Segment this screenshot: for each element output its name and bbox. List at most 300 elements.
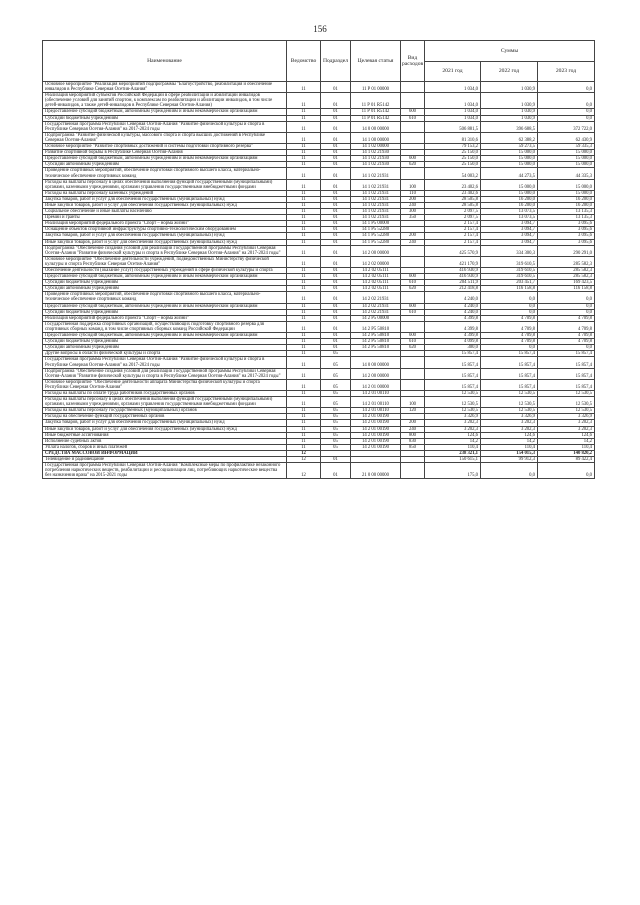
row-subsection: 05	[321, 368, 351, 379]
row-value-2022: 124,6	[481, 432, 538, 438]
header-year-2022: 2022 год	[481, 61, 538, 82]
row-value-2023: 3 095,6	[538, 233, 595, 239]
row-target: 14 2 02 05111	[351, 268, 401, 274]
row-value-2021: 28 505,8	[425, 196, 481, 202]
row-value-2022: 0,0	[481, 345, 538, 351]
row-ministry: 11	[287, 309, 321, 315]
row-value-2021: 4 240,0	[425, 303, 481, 309]
row-subsection: 01	[321, 132, 351, 143]
row-target: 14 2 01 00190	[351, 426, 401, 432]
row-value-2023: 3 095,6	[538, 239, 595, 245]
row-ministry: 11	[287, 93, 321, 109]
row-subsection: 01	[321, 321, 351, 332]
row-value-2021: 2 097,5	[425, 209, 481, 215]
row-value-2023: 44 335,3	[538, 168, 595, 179]
table-row	[43, 121, 595, 132]
row-expense-type: 200	[401, 196, 425, 202]
row-subsection: 05	[321, 357, 351, 368]
row-value-2022: 3 094,7	[481, 227, 538, 233]
row-expense-type: 110	[401, 190, 425, 196]
row-value-2021: 1 034,0	[425, 109, 481, 115]
row-subsection: 01	[321, 144, 351, 150]
row-target: 14 1 Р5 52280	[351, 239, 401, 245]
row-name: Обеспечение деятельности (оказание услуг) государственных учреждений в сфере физической культуры и спорта	[43, 268, 287, 274]
row-value-2021: 2 157,4	[425, 239, 481, 245]
row-target: 21 0 00 00000	[351, 463, 401, 479]
row-value-2022: 4 709,8	[481, 333, 538, 339]
row-name: Оснащение объектов спортивной инфраструктуры спортивно-технологическим оборудованием	[43, 227, 287, 233]
row-name: Закупка товаров, работ и услуг для обеспечения государственных (муниципальных) нужд	[43, 196, 287, 202]
row-target: 14 2 02 05111	[351, 274, 401, 280]
row-target: 14 2 01 00110	[351, 390, 401, 396]
row-target: 14 2 01 00190	[351, 420, 401, 426]
table-row	[43, 368, 595, 379]
row-name: Предоставление субсидий бюджетным, автономным учреждениям и иным некоммерческим организациям	[43, 303, 287, 309]
row-value-2021: 4 399,8	[425, 315, 481, 321]
row-value-2022: 110,4	[481, 444, 538, 450]
row-expense-type	[401, 82, 425, 93]
row-expense-type	[401, 292, 425, 303]
row-target: 14 2 Р5 50810	[351, 321, 401, 332]
row-value-2021: 4 399,8	[425, 333, 481, 339]
row-value-2023: 0,0	[538, 93, 595, 109]
row-value-2023: 3 095,6	[538, 227, 595, 233]
row-ministry: 11	[287, 221, 321, 227]
table-row	[43, 321, 595, 332]
row-expense-type: 200	[401, 233, 425, 239]
row-target: 14 1 02 21930	[351, 162, 401, 168]
row-value-2023: 3 095,6	[538, 221, 595, 227]
row-value-2022: 116 158,8	[481, 286, 538, 292]
row-expense-type: 600	[401, 109, 425, 115]
row-expense-type	[401, 121, 425, 132]
row-name: Развитие спортивной борьбы в Республике Северная Осетия-Алания	[43, 150, 287, 156]
row-value-2021: 23 402,6	[425, 179, 481, 190]
table-row	[43, 256, 595, 267]
row-value-2022: 15 000,0	[481, 190, 538, 196]
row-name: Исполнение судебных актов	[43, 438, 287, 444]
row-subsection: 05	[321, 420, 351, 426]
row-expense-type: 240	[401, 426, 425, 432]
row-value-2023: 0,0	[538, 345, 595, 351]
row-name: Субсидии бюджетным учреждениям	[43, 309, 287, 315]
row-expense-type: 610	[401, 309, 425, 315]
row-value-2021: 1 034,0	[425, 93, 481, 109]
row-ministry: 12	[287, 457, 321, 463]
row-target: 11 Р 01 R5142	[351, 115, 401, 121]
row-name: Предоставление субсидий бюджетным, автономным учреждениям и иным некоммерческим организациям	[43, 109, 287, 115]
row-name: Субсидии бюджетным учреждениям	[43, 339, 287, 345]
row-value-2023: 89 422,4	[538, 457, 595, 463]
row-value-2021: 15 857,4	[425, 351, 481, 357]
row-subsection: 01	[321, 121, 351, 132]
row-value-2021: 15 857,4	[425, 379, 481, 390]
row-target: 14 2 02 21931	[351, 292, 401, 303]
row-value-2023: 0,0	[538, 115, 595, 121]
header-year-2023: 2023 год	[538, 61, 595, 82]
row-value-2023: 0,0	[538, 309, 595, 315]
row-value-2022: 15 000,0	[481, 179, 538, 190]
row-value-2021: 4 240,0	[425, 309, 481, 315]
row-target: 14 2 01 00190	[351, 438, 401, 444]
row-value-2022: 15 000,0	[481, 156, 538, 162]
row-subsection: 05	[321, 351, 351, 357]
row-expense-type: 800	[401, 432, 425, 438]
row-name: Субсидии бюджетным учреждениям	[43, 115, 287, 121]
row-ministry: 11	[287, 202, 321, 208]
row-value-2023: 15 000,0	[538, 150, 595, 156]
row-target: 14 0 00 00000	[351, 357, 401, 368]
row-expense-type	[401, 379, 425, 390]
row-value-2022: 15 000,0	[481, 162, 538, 168]
row-value-2022: 319 610,5	[481, 274, 538, 280]
row-subsection: 01	[321, 190, 351, 196]
row-value-2023: 16 200,0	[538, 202, 595, 208]
row-name: Иные закупки товаров, работ и услуг для обеспечения государственных (муниципальных) нужд	[43, 426, 287, 432]
table-row	[43, 82, 595, 93]
row-ministry: 11	[287, 426, 321, 432]
row-subsection: 01	[321, 162, 351, 168]
row-expense-type: 600	[401, 333, 425, 339]
row-name: СРЕДСТВА МАССОВОЙ ИНФОРМАЦИИ	[43, 450, 287, 456]
row-value-2021: 4 099,8	[425, 339, 481, 345]
row-target: 14 2 Р5 00000	[351, 315, 401, 321]
row-value-2021: 4 399,8	[425, 321, 481, 332]
row-target: 14 2 Р5 50810	[351, 339, 401, 345]
row-value-2022: 3 326,9	[481, 414, 538, 420]
row-name: Подпрограмма "Обеспечение создания условий для реализации Государственной программы Республики Северная Осетия-Алания "Развитие физической культуры и спорта в Республике Северная Осетия-Алания" на 2017-2024 годы"	[43, 245, 287, 256]
row-value-2022: 15 857,4	[481, 379, 538, 390]
row-value-2023: 12 530,5	[538, 390, 595, 396]
row-target: 14 1 00 00000	[351, 132, 401, 143]
row-expense-type: 610	[401, 280, 425, 286]
row-name: Подпрограмма "Развитие физической культуры, массового спорта и спорта высших достижений в Республике Северная Осетия-Алания"	[43, 132, 287, 143]
row-subsection: 01	[321, 196, 351, 202]
row-value-2021: 416 930,9	[425, 274, 481, 280]
row-value-2021: 175,0	[425, 463, 481, 479]
row-name: Расходы на выплаты по оплате труда работников государственных органов	[43, 390, 287, 396]
row-ministry: 11	[287, 414, 321, 420]
row-subsection: 05	[321, 432, 351, 438]
row-subsection: 05	[321, 379, 351, 390]
row-value-2022: 59 273,5	[481, 144, 538, 150]
row-name: Предоставление субсидий бюджетным, автономным учреждениям и иным некоммерческим организациям	[43, 156, 287, 162]
row-value-2022: 15 000,0	[481, 150, 538, 156]
row-name: Расходы на выплаты персоналу в целях обеспечения выполнения функций государственными (муниципальными) органами, казенными учреждениями, органами управления государственными внебюджетными фондами	[43, 179, 287, 190]
row-value-2021: 79 153,2	[425, 144, 481, 150]
header-year-2021: 2021 год	[425, 61, 481, 82]
row-ministry: 11	[287, 109, 321, 115]
row-ministry: 11	[287, 432, 321, 438]
row-ministry: 11	[287, 339, 321, 345]
row-subsection: 01	[321, 150, 351, 156]
row-value-2022: 15 857,4	[481, 357, 538, 368]
row-value-2021: 28 505,8	[425, 202, 481, 208]
row-ministry: 11	[287, 444, 321, 450]
row-subsection: 01	[321, 345, 351, 351]
row-value-2023: 0,0	[538, 109, 595, 115]
row-subsection: 01	[321, 115, 351, 121]
row-value-2021: 2 097,5	[425, 215, 481, 221]
row-ministry: 11	[287, 438, 321, 444]
row-value-2023: 3 326,9	[538, 414, 595, 420]
row-ministry: 11	[287, 397, 321, 408]
row-subsection: 01	[321, 256, 351, 267]
row-expense-type: 100	[401, 397, 425, 408]
table-row	[43, 245, 595, 256]
row-name: Иные закупки товаров, работ и услуг для обеспечения государственных (муниципальных) нужд	[43, 239, 287, 245]
header-sums: Суммы	[425, 41, 595, 62]
row-ministry: 11	[287, 233, 321, 239]
row-value-2023: 285 582,3	[538, 256, 595, 267]
row-value-2023: 3 202,3	[538, 426, 595, 432]
row-name: Реализация мероприятий федерального проекта "Спорт – норма жизни"	[43, 221, 287, 227]
header-name: Наименование	[43, 41, 287, 82]
row-subsection: 01	[321, 315, 351, 321]
row-value-2022: 12 530,5	[481, 397, 538, 408]
row-value-2022: 3 202,3	[481, 426, 538, 432]
row-ministry: 11	[287, 368, 321, 379]
row-value-2022: 16 200,0	[481, 202, 538, 208]
row-ministry: 11	[287, 408, 321, 414]
row-name: Основное мероприятие "Реализация мероприятий подпрограммы "Благоустройство, реабилитация и обеспечение инвалидов в Республике Северная Осетия-Алания"	[43, 82, 287, 93]
row-value-2022: 0,0	[481, 463, 538, 479]
row-value-2022: 99 912,3	[481, 457, 538, 463]
row-name: Основное мероприятие "Развитие спортивных достижений и системы подготовки спортивного резерва"	[43, 144, 287, 150]
row-subsection: 01	[321, 274, 351, 280]
row-value-2021: 4 240,0	[425, 292, 481, 303]
row-value-2022: 15 857,4	[481, 368, 538, 379]
row-name: Закупка товаров, работ и услуг для обеспечения государственных (муниципальных) нужд	[43, 233, 287, 239]
row-value-2022: 0,0	[481, 292, 538, 303]
row-value-2021: 12 530,5	[425, 408, 481, 414]
row-ministry: 11	[287, 390, 321, 396]
row-value-2021: 14,2	[425, 438, 481, 444]
row-name: Основное мероприятие "Обеспечение деятельности учреждений, подведомственных Министерству физической культуры и спорта Республики Северная Осетия-Алания"	[43, 256, 287, 267]
row-subsection: 01	[321, 168, 351, 179]
row-expense-type	[401, 132, 425, 143]
table-row	[43, 463, 595, 479]
row-ministry: 11	[287, 150, 321, 156]
row-subsection: 01	[321, 209, 351, 215]
row-target: 14 1 Р5 00000	[351, 221, 401, 227]
row-target: 14 2 02 00000	[351, 256, 401, 267]
row-expense-type	[401, 93, 425, 109]
row-value-2021: 15 857,4	[425, 357, 481, 368]
row-ministry: 11	[287, 179, 321, 190]
row-value-2023: 15 000,0	[538, 190, 595, 196]
table-row	[43, 179, 595, 190]
row-expense-type	[401, 368, 425, 379]
row-value-2023: 140 820,2	[538, 450, 595, 456]
row-subsection: 05	[321, 438, 351, 444]
row-target: 14 2 Р5 50810	[351, 333, 401, 339]
row-value-2021: 2 157,4	[425, 227, 481, 233]
row-target: 14 1 02 21931	[351, 190, 401, 196]
row-target: 14 2 01 00190	[351, 432, 401, 438]
row-expense-type: 240	[401, 202, 425, 208]
row-name: Расходы на выплаты персоналу государственных (муниципальных) органов	[43, 408, 287, 414]
row-value-2021: 300,0	[425, 345, 481, 351]
row-value-2021: 150 615,1	[425, 457, 481, 463]
row-value-2021: 3 202,3	[425, 420, 481, 426]
row-value-2021: 238 321,1	[425, 450, 481, 456]
row-subsection: 01	[321, 156, 351, 162]
row-value-2021: 2 157,4	[425, 221, 481, 227]
row-subsection: 01	[321, 239, 351, 245]
row-value-2023: 62 430,9	[538, 132, 595, 143]
row-ministry: 11	[287, 144, 321, 150]
row-expense-type: 350	[401, 215, 425, 221]
row-value-2021: 12 530,5	[425, 397, 481, 408]
row-name: Другие вопросы в области физической культуры и спорта	[43, 351, 287, 357]
row-ministry: 11	[287, 115, 321, 121]
row-target: 14 1 02 21931	[351, 209, 401, 215]
row-subsection: 05	[321, 390, 351, 396]
row-target: 14 2 01 00110	[351, 408, 401, 414]
row-expense-type: 610	[401, 115, 425, 121]
row-value-2021: 25 150,0	[425, 162, 481, 168]
row-subsection: 05	[321, 408, 351, 414]
row-ministry: 11	[287, 420, 321, 426]
row-ministry: 11	[287, 379, 321, 390]
table-row	[43, 357, 595, 368]
row-value-2022: 319 610,5	[481, 268, 538, 274]
row-value-2023: 0,0	[538, 292, 595, 303]
row-subsection: 01	[321, 280, 351, 286]
row-value-2023: 4 709,8	[538, 315, 595, 321]
row-value-2023: 15 000,0	[538, 156, 595, 162]
row-value-2021: 2 157,4	[425, 233, 481, 239]
row-expense-type	[401, 245, 425, 256]
row-value-2023: 0,0	[538, 463, 595, 479]
row-name: Подпрограмма "Обеспечение создания условий для реализации Государственной программы Республики Северная Осетия-Алания "Развитие физической культуры и спорта в Республике Северная Осетия-Алания" на 2017-2024 годы"	[43, 368, 287, 379]
row-target: 14 2 01 00110	[351, 397, 401, 408]
table-row	[43, 132, 595, 143]
row-ministry: 11	[287, 245, 321, 256]
row-value-2022: 44 273,5	[481, 168, 538, 179]
row-value-2022: 12 530,5	[481, 390, 538, 396]
row-value-2023: 14,2	[538, 438, 595, 444]
row-name: Закупка товаров, работ и услуг для обеспечения государственных (муниципальных) нужд	[43, 420, 287, 426]
row-value-2021: 23 402,6	[425, 190, 481, 196]
row-value-2023: 4 709,8	[538, 339, 595, 345]
row-ministry: 11	[287, 82, 321, 93]
row-value-2023: 116 158,8	[538, 286, 595, 292]
row-target: 14 1 02 21931	[351, 179, 401, 190]
row-subsection: 01	[321, 233, 351, 239]
row-ministry: 11	[287, 315, 321, 321]
row-value-2022: 12 530,5	[481, 408, 538, 414]
row-expense-type: 600	[401, 303, 425, 309]
row-value-2021: 421 170,9	[425, 256, 481, 267]
row-value-2023: 290 291,0	[538, 245, 595, 256]
row-value-2021: 124,6	[425, 432, 481, 438]
row-subsection: 01	[321, 339, 351, 345]
row-value-2022: 319 610,5	[481, 256, 538, 267]
row-value-2022: 3 094,7	[481, 221, 538, 227]
row-target: 11 Р 01 00000	[351, 82, 401, 93]
row-name: Иные закупки товаров, работ и услуг для обеспечения государственных (муниципальных) нужд	[43, 202, 287, 208]
table-row	[43, 379, 595, 390]
row-ministry: 11	[287, 215, 321, 221]
row-value-2023: 285 582,3	[538, 268, 595, 274]
table-row	[43, 168, 595, 179]
row-ministry: 11	[287, 286, 321, 292]
row-ministry: 11	[287, 256, 321, 267]
row-ministry: 11	[287, 345, 321, 351]
row-target: 11 Р 01 R5142	[351, 109, 401, 115]
row-value-2022: 1 030,9	[481, 82, 538, 93]
row-subsection: 01	[321, 309, 351, 315]
row-ministry: 11	[287, 351, 321, 357]
row-value-2021: 110,4	[425, 444, 481, 450]
row-subsection: 01	[321, 292, 351, 303]
header-ministry: Ведомство	[287, 41, 321, 82]
row-value-2022: 0,0	[481, 303, 538, 309]
row-value-2021: 506 881,5	[425, 121, 481, 132]
row-value-2022: 13 073,5	[481, 209, 538, 215]
row-expense-type: 620	[401, 286, 425, 292]
row-value-2021: 416 930,9	[425, 268, 481, 274]
row-value-2023: 110,4	[538, 444, 595, 450]
row-name: Предоставление субсидий бюджетным, автономным учреждениям и иным некоммерческим организациям	[43, 333, 287, 339]
row-value-2023: 15 857,4	[538, 379, 595, 390]
row-ministry: 11	[287, 292, 321, 303]
row-name: Расходы на выплаты персоналу в целях обеспечения выполнения функций государственными (муниципальными) органами, казенными учреждениями, органами управления государственными внебюджетными фондами	[43, 397, 287, 408]
row-expense-type: 120	[401, 408, 425, 414]
row-name: Субсидии автономным учреждениям	[43, 345, 287, 351]
row-value-2021: 1 034,0	[425, 82, 481, 93]
row-name: Проведение спортивных мероприятий, обеспечение подготовки спортивного высшего класса, материально-техническое обеспечение спортивных команд	[43, 168, 287, 179]
row-value-2022: 4 709,8	[481, 315, 538, 321]
row-ministry: 11	[287, 357, 321, 368]
row-value-2022: 3 094,7	[481, 239, 538, 245]
row-value-2022: 16 200,0	[481, 196, 538, 202]
row-name: Субсидии автономным учреждениям	[43, 286, 287, 292]
row-subsection: 01	[321, 202, 351, 208]
row-subsection: 05	[321, 397, 351, 408]
row-value-2023: 15 000,0	[538, 179, 595, 190]
row-value-2022: 3 094,7	[481, 233, 538, 239]
row-name: Государственная поддержка спортивных организаций, осуществляющих подготовку спортивного резерва для спортивных сборных команд, в том числе спортивных сборных команд Российской Федерации	[43, 321, 287, 332]
row-value-2023: 15 857,4	[538, 351, 595, 357]
row-value-2022: 1 030,9	[481, 109, 538, 115]
row-value-2023: 3 202,3	[538, 420, 595, 426]
row-subsection: 01	[321, 179, 351, 190]
row-target: 14 2 00 00000	[351, 368, 401, 379]
row-target: 14 2 01 00190	[351, 444, 401, 450]
row-expense-type: 610	[401, 339, 425, 345]
row-expense-type: 620	[401, 345, 425, 351]
row-ministry: 11	[287, 239, 321, 245]
row-target: 14 2 02 05111	[351, 280, 401, 286]
row-ministry: 11	[287, 190, 321, 196]
row-expense-type	[401, 463, 425, 479]
row-target: 14 1 02 00000	[351, 144, 401, 150]
row-subsection: 05	[321, 444, 351, 450]
row-ministry: 11	[287, 227, 321, 233]
row-expense-type: 240	[401, 239, 425, 245]
row-value-2021: 1 034,0	[425, 115, 481, 121]
row-value-2023: 13 135,3	[538, 215, 595, 221]
row-value-2022: 62 388,2	[481, 132, 538, 143]
row-value-2023: 0,0	[538, 303, 595, 309]
budget-table	[42, 40, 595, 479]
row-target: 14 1 02 21931	[351, 168, 401, 179]
row-subsection: 05	[321, 414, 351, 420]
page-number: 156	[313, 24, 327, 34]
